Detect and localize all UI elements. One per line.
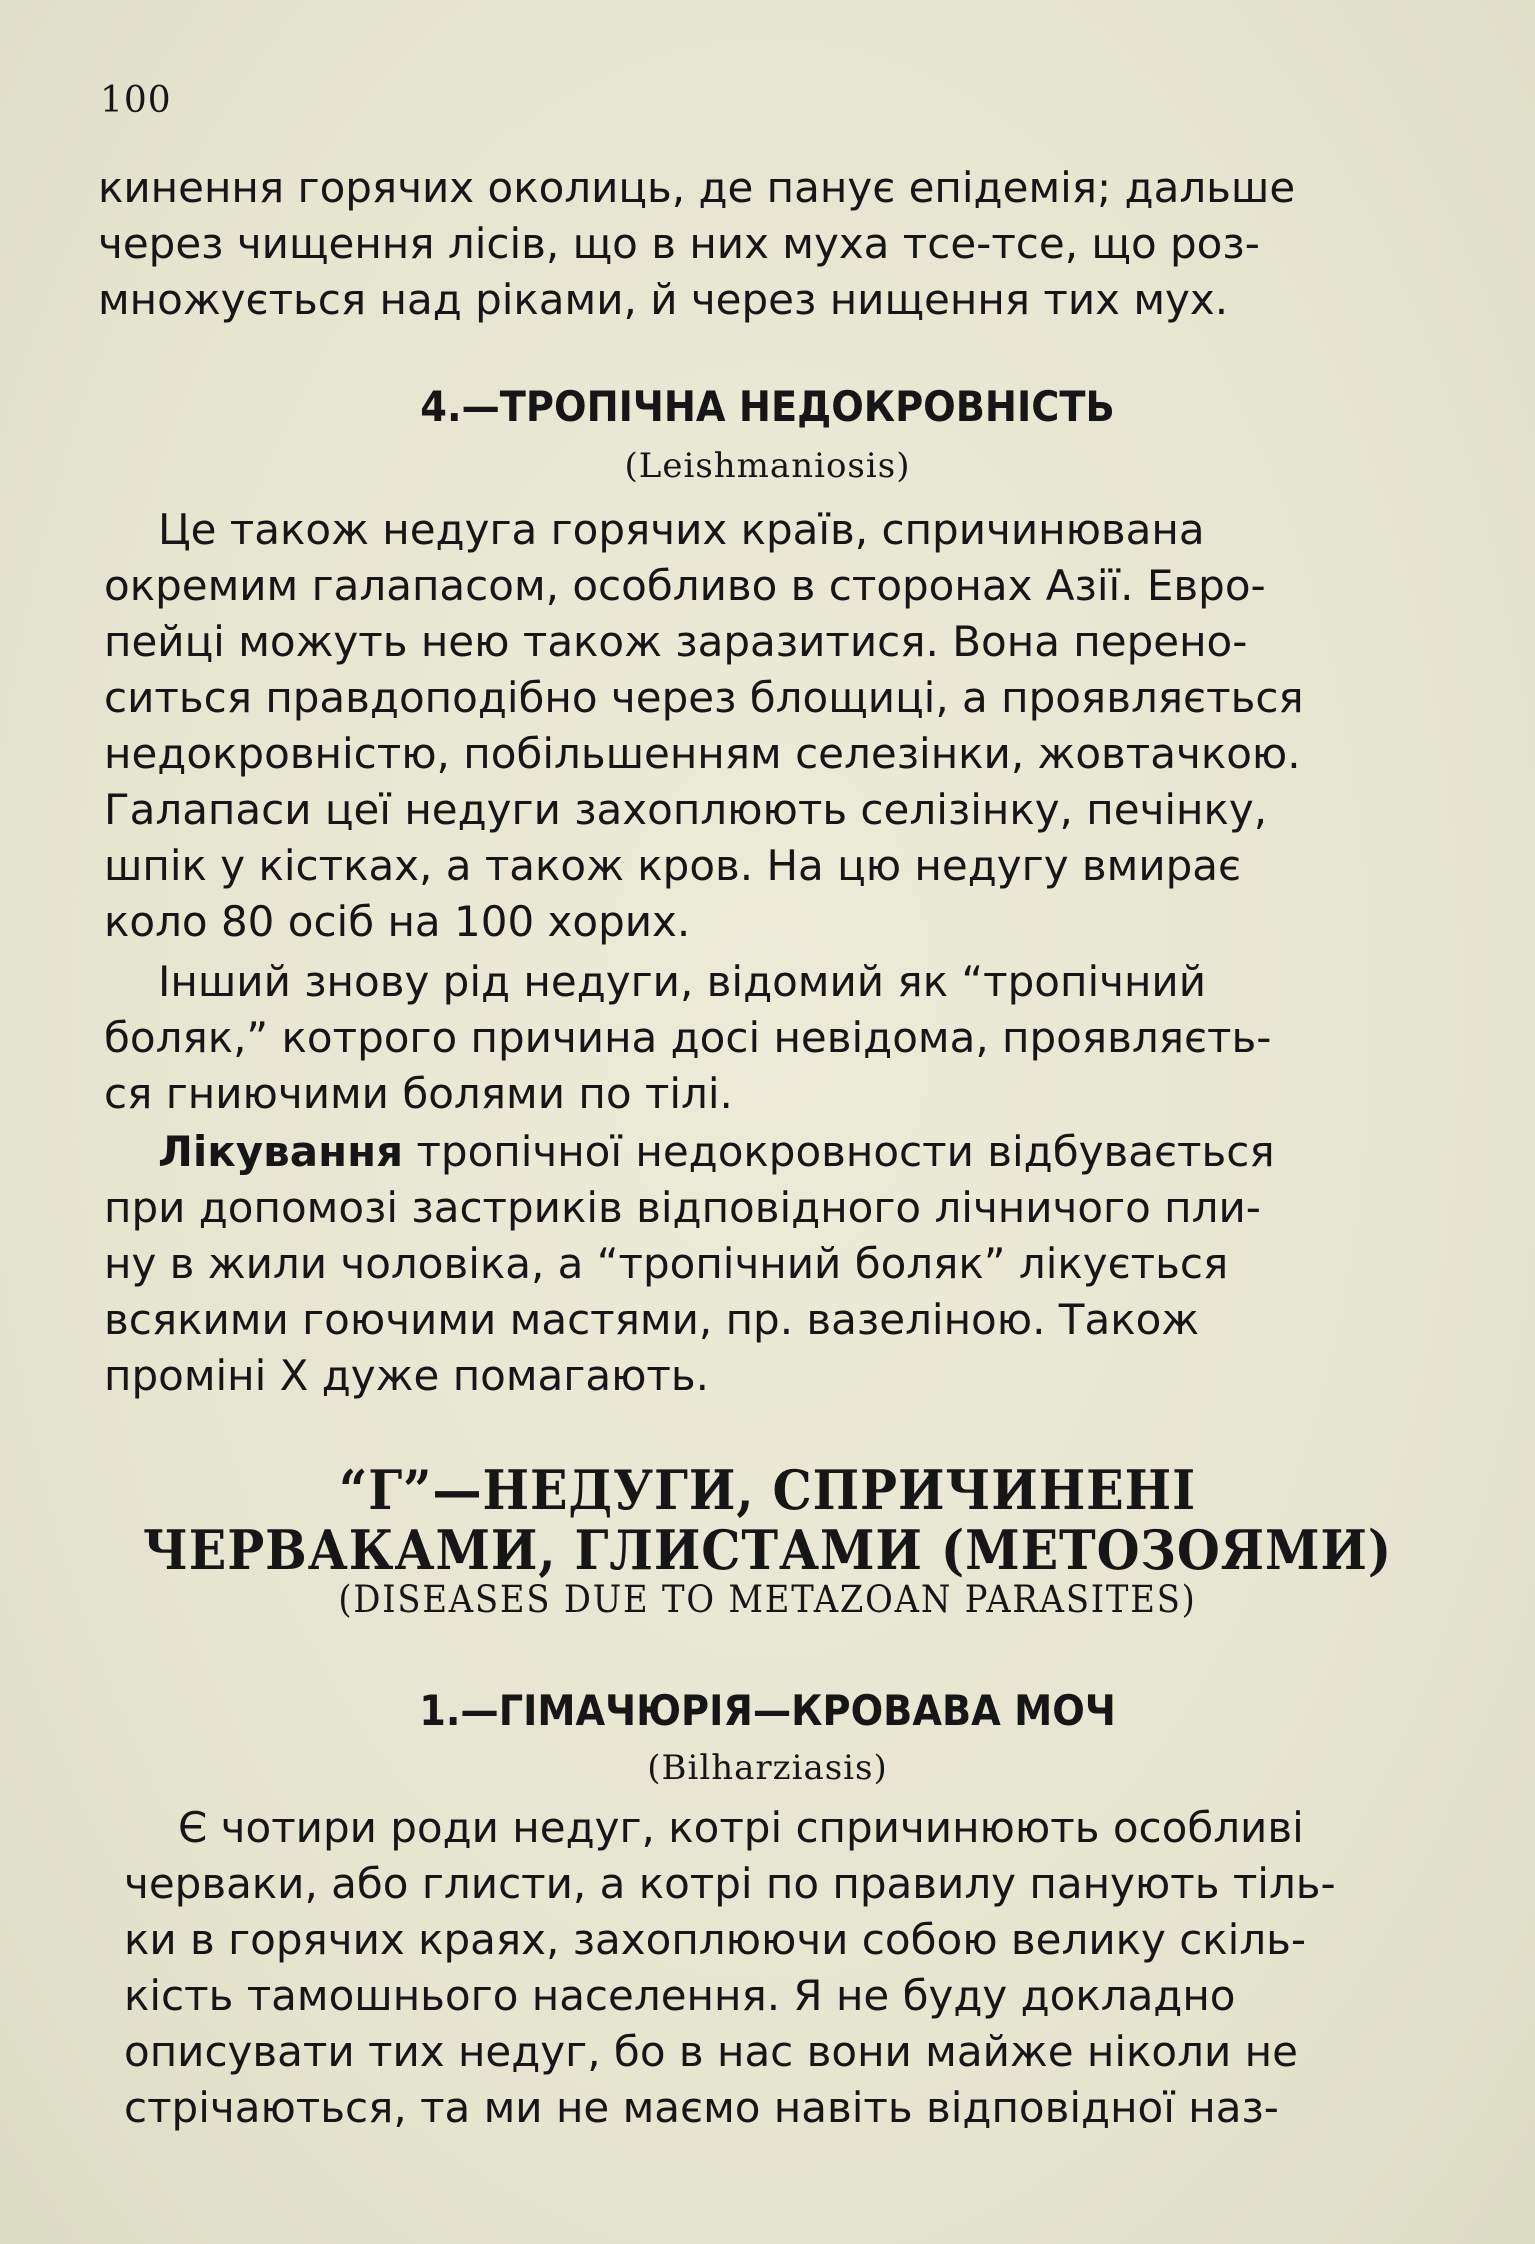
s4-p1-line-5: недокровністю, побільшенням селезінки, жовтачкою. [104,729,1301,778]
s4-p3-line-2: при допомозі застриків відповідного лічничого пли- [104,1183,1261,1232]
section-1-latin: (Bilharziasis) [647,1748,888,1788]
s1-line-4: кість тамошнього населення. Я не буду докладно [124,1971,1236,2020]
intro-line-1: кинення горячих околиць, де панує епідемія; дальше [98,163,1296,212]
s4-p1-line-6: Галапаси цеї недуги захоплюють селізінку, печінку, [104,785,1268,834]
section-g-english: (DISEASES DUE TO METAZOAN PARASITES) [338,1578,1197,1621]
s4-p1-line-1: Це також недуга горячих країв, спричинювана [158,505,1205,554]
s1-line-5: описувати тих недуг, бо в нас вони майже ніколи не [124,2027,1298,2076]
section-g-title-line-2: ЧЕРВАКАМИ, ГЛИСТАМИ (МЕТОЗОЯМИ) [142,1518,1393,1582]
s4-p1-line-3: пейці можуть нею також заразитися. Вона перено- [104,617,1248,666]
intro-line-3: множується над ріками, й через нищення тих мух. [98,275,1229,324]
s4-p2-line-3: ся гниючими болями по тілі. [104,1069,733,1118]
s4-p3-line-1-rest: тропічної недокровности відбувається [403,1127,1275,1176]
section-1-title: 1.—ГІМАЧЮРІЯ—КРОВАВА МОЧ [419,1686,1116,1735]
s4-p1-line-7: шпік у кістках, а також кров. На цю недугу вмирає [104,841,1242,890]
s1-line-6: стрічаються, та ми не маємо навіть відповідної наз- [124,2083,1279,2132]
s1-line-3: ки в горячих краях, захоплюючи собою велику скіль- [124,1915,1307,1964]
s1-line-1: Є чотири роди недуг, котрі спричинюють особливі [178,1803,1304,1852]
s4-p1-line-8: коло 80 осіб на 100 хорих. [104,897,691,946]
s4-p1-line-4: ситься правдоподібно через блощиці, а проявляється [104,673,1304,722]
s4-p3-line-3: ну в жили чоловіка, а “тропічний боляк” лікується [104,1239,1229,1288]
s4-p3-line-4: всякими гоючими мастями, пр. вазеліною. Також [104,1295,1200,1344]
intro-line-2: через чищення лісів, що в них муха тсе-тсе, що роз- [98,219,1260,268]
s4-p3-line-1 [158,1124,1275,1180]
s4-p2-line-1: Інший знову рід недуги, відомий як “тропічний [158,957,1206,1006]
page-number: 100 [100,80,172,121]
s4-p2-line-2: боляк,” котрого причина досі невідома, проявляєть- [104,1013,1272,1062]
section-g-title-line-1: “Г”—НЕДУГИ, СПРИЧИНЕНІ [338,1458,1197,1522]
section-4-title: 4.—ТРОПІЧНА НЕДОКРОВНІСТЬ [420,382,1115,431]
s4-p1-line-2: окремим галапасом, особливо в сторонах Азії. Евро- [104,561,1266,610]
section-4-latin: (Leishmaniosis) [624,446,911,486]
treatment-bold-word: Лікування [158,1127,404,1176]
s4-p3-line-5: проміні X дуже помагають. [104,1351,710,1400]
s1-line-2: черваки, або глисти, а котрі по правилу панують тіль- [124,1859,1336,1908]
